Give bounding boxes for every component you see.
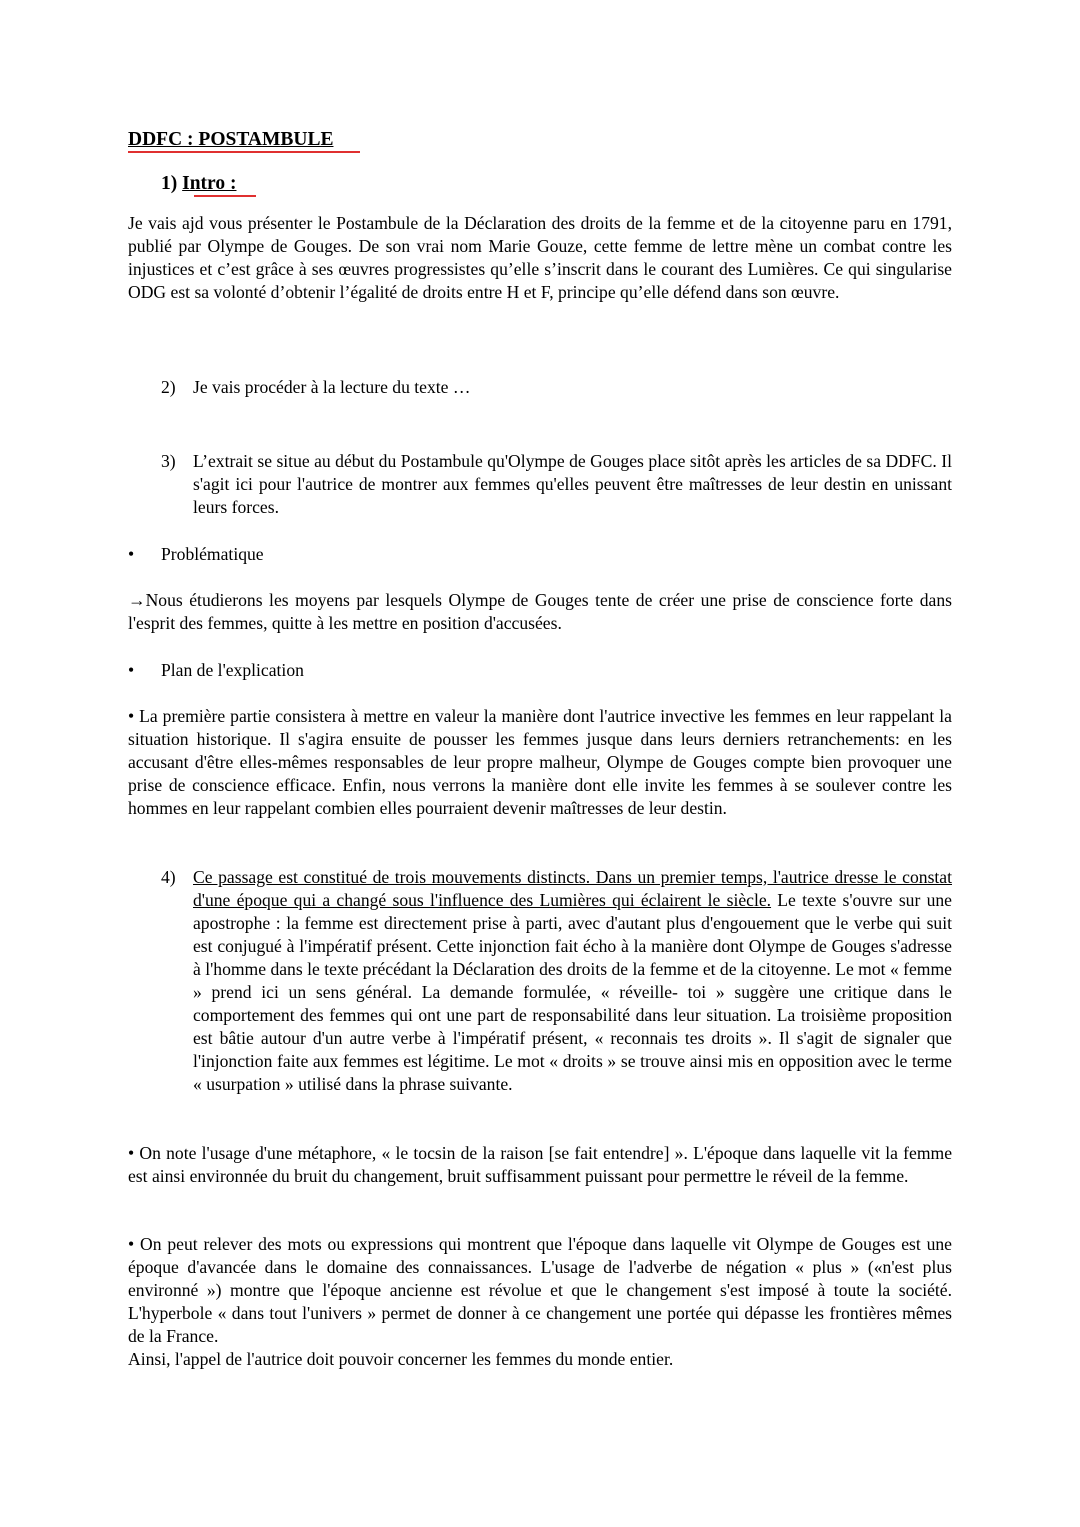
intro-heading (161, 172, 236, 195)
step-4-underlined: Ce passage est constitué de trois mouvements distincts. Dans un premier temps, l'autrice dresse le constat d'une époque qui a changé sous l'influence des Lumières qui éclairent le siècle. (193, 867, 952, 910)
note-metaphore: • On note l'usage d'une métaphore, « le tocsin de la raison [se fait entendre] ». L'époque dans laquelle vit la femme est ainsi environnée du bruit du changement, bruit suffisamment puissant pour permettre le réveil de la femme. (128, 1143, 952, 1186)
plan-text: • La première partie consistera à mettre en valeur la manière dont l'autrice invective les femmes en leur rappelant la situation historique. Il s'agira ensuite de pousser les femmes jusque dans leurs derniers retranchements: en les accusant d'être elles-mêmes responsables de leur propre malheur, Olympe de Gouges compte bien provoquer une prise de conscience efficace. Enfin, nous verrons la manière dont elle invite les femmes à se soulever contre les hommes en leur rappelant combien elles pourraient devenir maîtresses de leur destin. (128, 706, 952, 818)
conclusion: Ainsi, l'appel de l'autrice doit pouvoir concerner les femmes du monde entier. (128, 1349, 674, 1369)
bullet-icon: • (128, 544, 135, 564)
step-2-text: Je vais procéder à la lecture du texte … (193, 377, 471, 397)
intro-label: Intro : (182, 173, 237, 194)
spellcheck-underline (128, 151, 360, 153)
bullet-icon: • (128, 660, 135, 680)
step-2-number: 2) (161, 377, 176, 397)
spellcheck-underline (194, 195, 256, 197)
plan-label: Plan de l'explication (161, 660, 304, 680)
step-4 (161, 866, 952, 1096)
step-4-rest: Le texte s'ouvre sur une apostrophe : la femme est directement prise à parti, avec d'autant plus d'engouement que le verbe qui suit est conjugué à l'impératif présent. Cette injonction fait écho à la manière dont Olympe de Gouges s'adresse à l'homme dans le texte précédant la Déclaration des droits de la femme et de la citoyenne. Le mot « femme » prend ici un sens général. La demande formulée, « réveille- toi » suggère une critique dans le comportement des femmes qui ont une part de responsabilité dans leur situation. La troisième proposition est bâtie autour d'un autre verbe à l'impératif présent, « reconnais tes droits ». Il s'agit de signaler que l'injonction faite aux femmes est légitime. Le mot « droits » se trouve ainsi mis en opposition avec le terme « usurpation » utilisé dans la phrase suivante. (193, 890, 952, 1094)
note-epoque: • On peut relever des mots ou expressions qui montrent que l'époque dans laquelle vit Olympe de Gouges est une époque d'avancée dans le domaine des connaissances. L'usage de l'adverbe de négation « plus » («n'est plus environné ») montre que l'époque ancienne est révolue et que le changement s'est imposé à toute la société. L'hyperbole « dans tout l'univers » permet de donner à ce changement une portée qui dépasse les frontières mêmes de la France. (128, 1234, 952, 1346)
step-4-text (193, 866, 952, 1096)
step-2 (161, 376, 952, 399)
problematique-label: Problématique (161, 544, 264, 564)
document-title: DDFC : POSTAMBULE (128, 129, 334, 150)
step-4-number: 4) (161, 867, 176, 887)
intro-paragraph: Je vais ajd vous présenter le Postambule de la Déclaration des droits de la femme et de la citoyenne paru en 1791, publié par Olympe de Gouges. De son vrai nom Marie Gouze, cette femme de lettre mène un combat contre les injustices et c’est grâce à ses œuvres progressistes qu’elle s’inscrit dans le courant des Lumières. Ce qui singularise ODG est sa volonté d’obtenir l’égalité de droits entre H et F, principe qu’elle défend dans son œuvre. (128, 213, 952, 302)
intro-number: 1) (161, 173, 178, 194)
step-3-number: 3) (161, 451, 176, 471)
step-3 (161, 450, 952, 519)
step-3-text: L’extrait se situe au début du Postambule qu'Olympe de Gouges place sitôt après les articles de sa DDFC. Il s'agit ici pour l'autrice de montrer aux femmes qu'elles peuvent être maîtresses de leur destin en unissant leurs forces. (193, 451, 952, 517)
problematique-text: →Nous étudierons les moyens par lesquels Olympe de Gouges tente de créer une prise de conscience forte dans l'esprit des femmes, quitte à les mettre en position d'accusées. (128, 590, 952, 633)
